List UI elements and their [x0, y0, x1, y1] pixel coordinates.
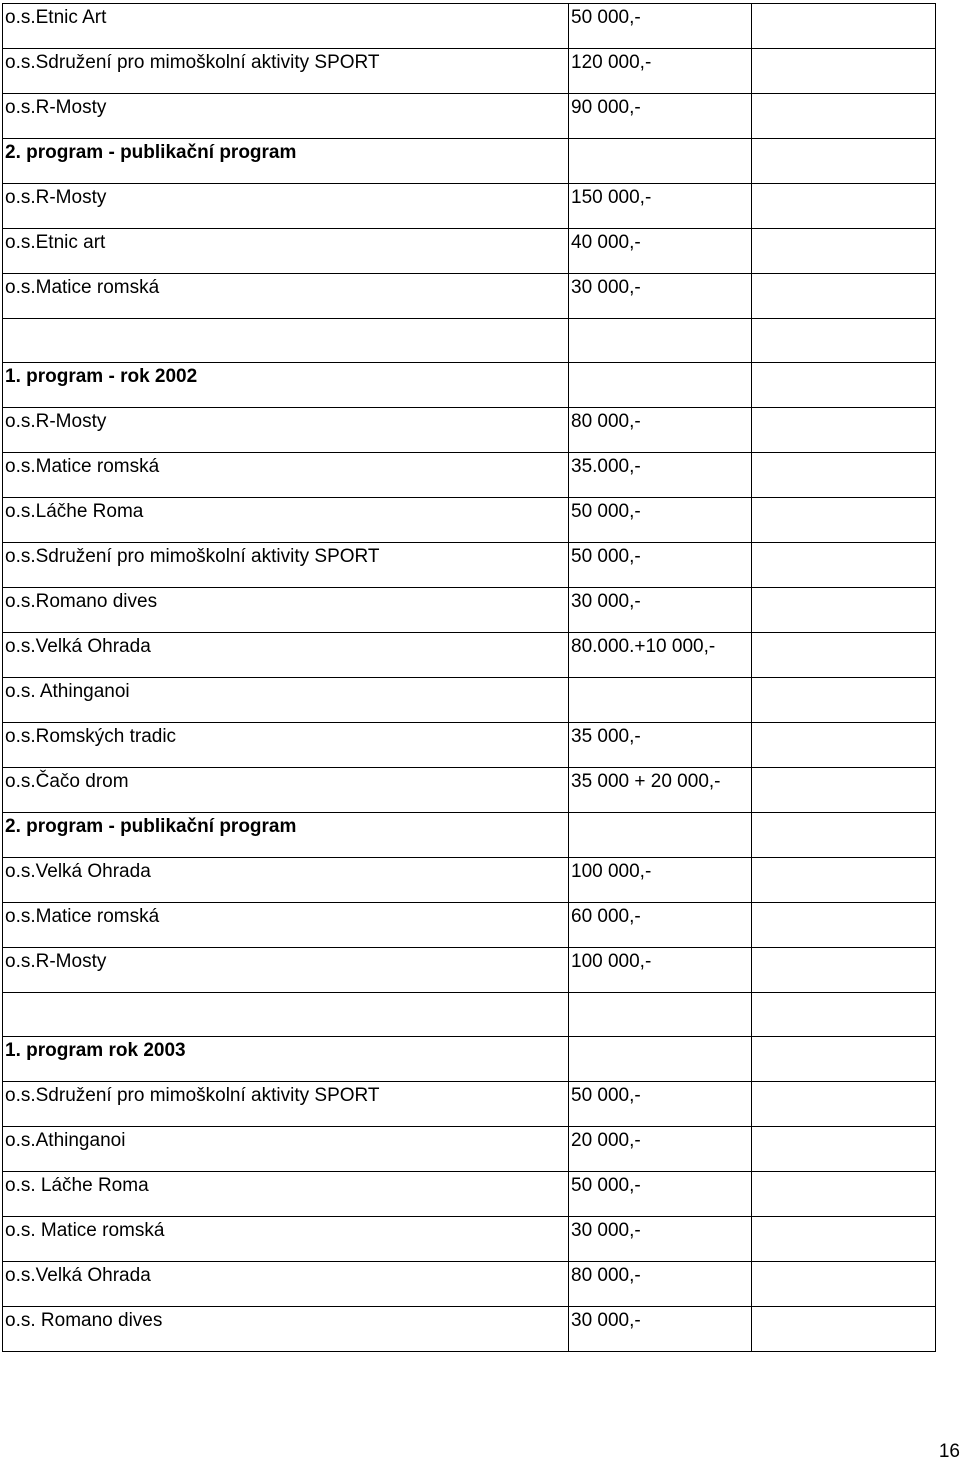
amount-cell: 35.000,-	[569, 453, 752, 498]
amount-cell: 35 000,-	[569, 723, 752, 768]
amount-cell: 80 000,-	[569, 1262, 752, 1307]
table-row	[3, 274, 936, 319]
amount-cell: 50 000,-	[569, 1082, 752, 1127]
amount-cell: 50 000,-	[569, 1172, 752, 1217]
amount-cell: 30 000,-	[569, 274, 752, 319]
table-row	[3, 408, 936, 453]
empty-cell	[752, 408, 936, 453]
section-heading: 1. program - rok 2002	[3, 363, 569, 408]
amount-cell	[569, 678, 752, 723]
empty-cell	[752, 4, 936, 49]
table-row	[3, 229, 936, 274]
empty-cell	[752, 1082, 936, 1127]
organization-cell	[3, 319, 569, 363]
amount-cell: 100 000,-	[569, 858, 752, 903]
empty-cell	[752, 723, 936, 768]
empty-cell	[752, 363, 936, 408]
section-heading-row	[3, 1037, 936, 1082]
amount-cell	[569, 363, 752, 408]
section-heading-row	[3, 363, 936, 408]
empty-cell	[752, 588, 936, 633]
table-row	[3, 678, 936, 723]
empty-cell	[752, 948, 936, 993]
organization-cell: o.s. Matice romská	[3, 1217, 569, 1262]
section-heading-row	[3, 813, 936, 858]
table-row	[3, 1262, 936, 1307]
empty-cell	[752, 229, 936, 274]
organization-cell: o.s.Athinganoi	[3, 1127, 569, 1172]
organization-cell: o.s.Sdružení pro mimoškolní aktivity SPORT	[3, 543, 569, 588]
organization-cell: o.s.Čačo drom	[3, 768, 569, 813]
amount-cell: 20 000,-	[569, 1127, 752, 1172]
table-row	[3, 723, 936, 768]
amount-cell: 100 000,-	[569, 948, 752, 993]
amount-cell: 50 000,-	[569, 543, 752, 588]
table-row	[3, 498, 936, 543]
table-row	[3, 1082, 936, 1127]
empty-cell	[752, 1262, 936, 1307]
organization-cell: o.s.Etnic art	[3, 229, 569, 274]
table-row	[3, 4, 936, 49]
empty-cell	[752, 858, 936, 903]
empty-cell	[752, 1217, 936, 1262]
amount-cell: 50 000,-	[569, 4, 752, 49]
empty-cell	[752, 993, 936, 1037]
amount-cell: 90 000,-	[569, 94, 752, 139]
table-row	[3, 1172, 936, 1217]
amount-cell: 80 000,-	[569, 408, 752, 453]
table-row	[3, 633, 936, 678]
spacer-row	[3, 993, 936, 1037]
empty-cell	[752, 1037, 936, 1082]
amount-cell	[569, 319, 752, 363]
amount-cell	[569, 813, 752, 858]
empty-cell	[752, 49, 936, 94]
empty-cell	[752, 768, 936, 813]
amount-cell: 50 000,-	[569, 498, 752, 543]
organization-cell: o.s. Láčhe Roma	[3, 1172, 569, 1217]
organization-cell: o.s.R-Mosty	[3, 948, 569, 993]
organization-cell: o.s.Romských tradic	[3, 723, 569, 768]
amount-cell	[569, 993, 752, 1037]
table-row	[3, 903, 936, 948]
empty-cell	[752, 184, 936, 229]
table-row	[3, 588, 936, 633]
organization-cell: o.s.R-Mosty	[3, 408, 569, 453]
section-heading: 1. program rok 2003	[3, 1037, 569, 1082]
empty-cell	[752, 633, 936, 678]
page-number: 16	[938, 1441, 960, 1462]
amount-cell: 30 000,-	[569, 1307, 752, 1352]
table-row	[3, 94, 936, 139]
organization-cell: o.s.Matice romská	[3, 903, 569, 948]
grant-table	[2, 3, 936, 1352]
table-row	[3, 49, 936, 94]
spacer-row	[3, 319, 936, 363]
empty-cell	[752, 1307, 936, 1352]
organization-cell: o.s.Matice romská	[3, 274, 569, 319]
organization-cell: o.s. Athinganoi	[3, 678, 569, 723]
empty-cell	[752, 498, 936, 543]
amount-cell: 150 000,-	[569, 184, 752, 229]
empty-cell	[752, 319, 936, 363]
empty-cell	[752, 453, 936, 498]
table-row	[3, 948, 936, 993]
empty-cell	[752, 1127, 936, 1172]
organization-cell: o.s.Velká Ohrada	[3, 858, 569, 903]
organization-cell: o.s.Etnic Art	[3, 4, 569, 49]
amount-cell: 60 000,-	[569, 903, 752, 948]
table-row	[3, 1307, 936, 1352]
section-heading: 2. program - publikační program	[3, 813, 569, 858]
organization-cell: o.s.Matice romská	[3, 453, 569, 498]
empty-cell	[752, 903, 936, 948]
table-row	[3, 858, 936, 903]
section-heading-row	[3, 139, 936, 184]
organization-cell: o.s.Sdružení pro mimoškolní aktivity SPORT	[3, 1082, 569, 1127]
empty-cell	[752, 678, 936, 723]
section-heading: 2. program - publikační program	[3, 139, 569, 184]
organization-cell: o.s.Velká Ohrada	[3, 633, 569, 678]
amount-cell: 40 000,-	[569, 229, 752, 274]
empty-cell	[752, 274, 936, 319]
organization-cell: o.s. Romano dives	[3, 1307, 569, 1352]
table-row	[3, 453, 936, 498]
empty-cell	[752, 94, 936, 139]
amount-cell: 30 000,-	[569, 1217, 752, 1262]
amount-cell: 30 000,-	[569, 588, 752, 633]
organization-cell: o.s.R-Mosty	[3, 94, 569, 139]
amount-cell: 120 000,-	[569, 49, 752, 94]
empty-cell	[752, 813, 936, 858]
empty-cell	[752, 543, 936, 588]
amount-cell: 80.000.+10 000,-	[569, 633, 752, 678]
empty-cell	[752, 139, 936, 184]
table-row	[3, 543, 936, 588]
table-row	[3, 184, 936, 229]
table-row	[3, 1127, 936, 1172]
table-row	[3, 1217, 936, 1262]
organization-cell: o.s.Velká Ohrada	[3, 1262, 569, 1307]
organization-cell: o.s.Láčhe Roma	[3, 498, 569, 543]
organization-cell	[3, 993, 569, 1037]
table-row	[3, 768, 936, 813]
amount-cell	[569, 139, 752, 184]
organization-cell: o.s.Romano dives	[3, 588, 569, 633]
organization-cell: o.s.R-Mosty	[3, 184, 569, 229]
amount-cell: 35 000 + 20 000,-	[569, 768, 752, 813]
amount-cell	[569, 1037, 752, 1082]
empty-cell	[752, 1172, 936, 1217]
organization-cell: o.s.Sdružení pro mimoškolní aktivity SPORT	[3, 49, 569, 94]
